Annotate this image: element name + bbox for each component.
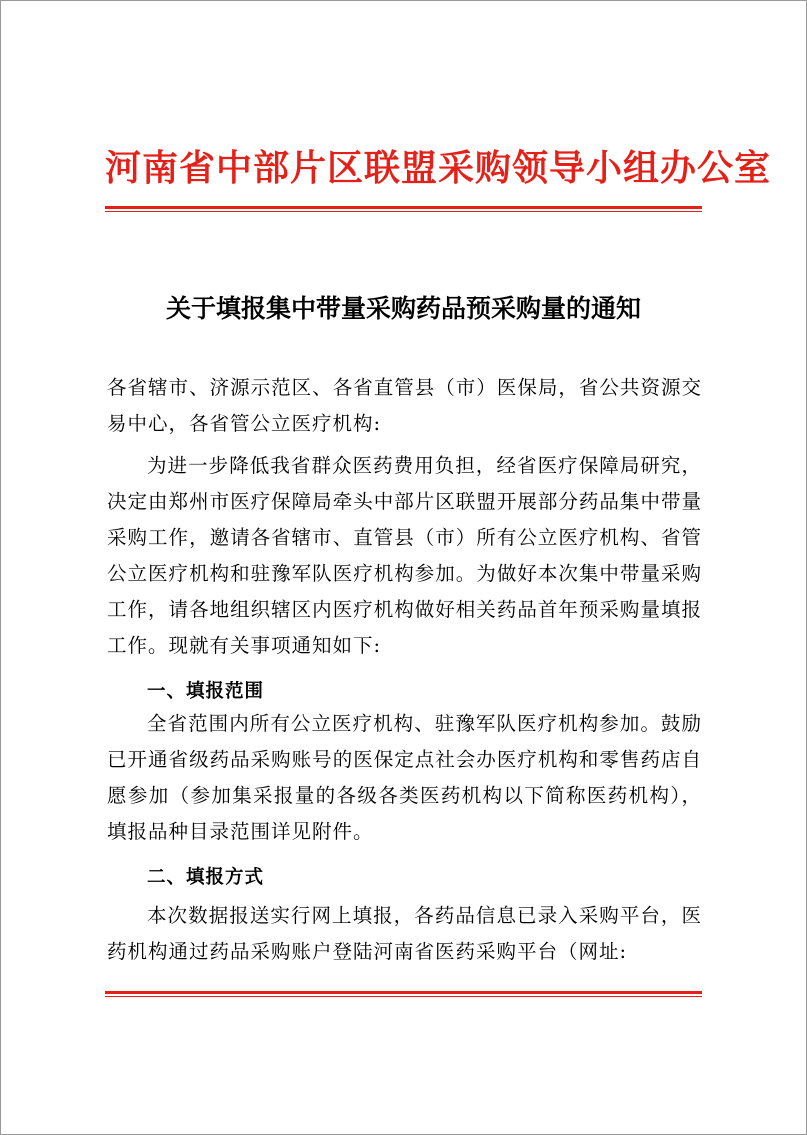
- section-2-paragraph: 本次数据报送实行网上填报，各药品信息已录入采购平台，医药机构通过药品采购账户登陆河南省医药采购平台（网址:: [107, 904, 702, 963]
- footer-rule-thin-line: [105, 996, 702, 997]
- intro-paragraph: 为进一步降低我省群众医药费用负担，经省医疗保障局研究，决定由郑州市医疗保障局牵头中部片区联盟开展部分药品集中带量采购工作，邀请各省辖市、直管县（市）所有公立医疗机构、省管公立医疗机构和驻豫军队医疗机构参加。为做好本次集中带量采购工作，请各地组织辖区内医疗机构做好相关药品首年预采购量填报工作。现就有关事项通知如下:: [107, 454, 702, 657]
- letterhead-org-name: 河南省中部片区联盟采购领导小组办公室: [105, 147, 772, 189]
- section-1-heading: 一、填报范围: [147, 681, 265, 702]
- footer-rule-thick-line: [105, 991, 702, 994]
- addressee: 各省辖市、济源示范区、各省直管县（市）医保局，省公共资源交易中心，各省管公立医疗机构:: [107, 376, 702, 435]
- red-rule-thick-line: [105, 206, 702, 209]
- notice-title: 关于填报集中带量采购药品预采购量的通知: [165, 294, 641, 323]
- section-1-paragraph: 全省范围内所有公立医疗机构、驻豫军队医疗机构参加。鼓励已开通省级药品采购账号的医保定点社会办医疗机构和零售药店自愿参加（参加集采报量的各级各类医药机构以下简称医药机构），填报品种目录范围详见附件。: [107, 712, 702, 843]
- footer-red-rule: [105, 991, 702, 997]
- section-2-heading: 二、填报方式: [147, 867, 265, 888]
- red-rule-thin-line: [105, 211, 702, 212]
- letterhead-red-rule: [105, 206, 702, 212]
